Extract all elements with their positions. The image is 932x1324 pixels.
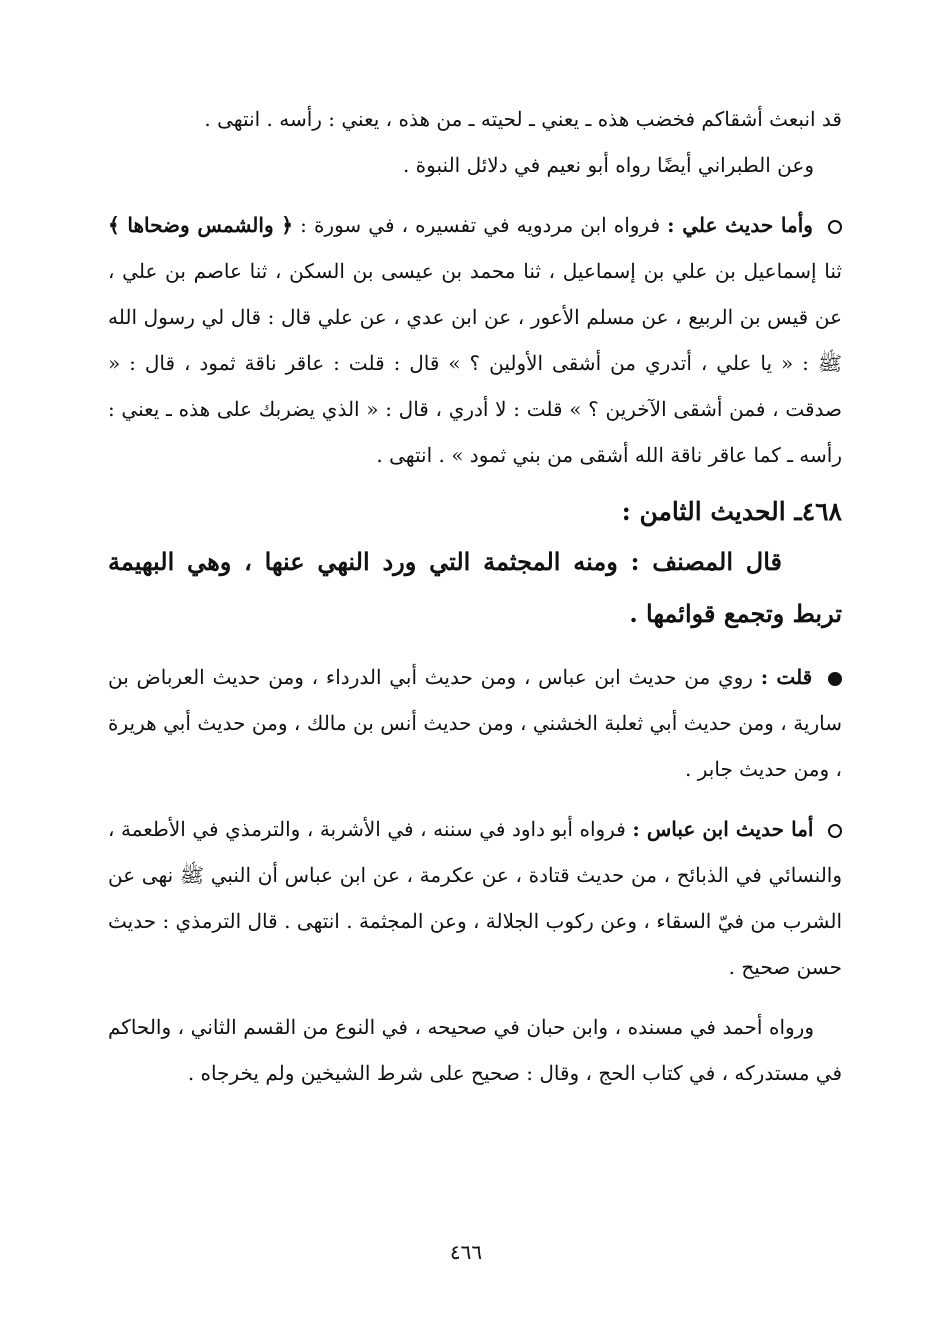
- paragraph-ahmad: ورواه أحمد في مسنده ، وابن حبان في صحيحه ، في النوع من القسم الثاني ، والحاكم في مستدركه ، في كتاب الحج ، وقال : صحيح على شرط الشيخين ولم يخرجاه .: [108, 1015, 842, 1085]
- author-statement: قال المصنف : ومنه المجثمة التي ورد النهي عنها ، وهي البهيمة تربط وتجمع قوائمها .: [108, 547, 842, 628]
- paragraph-lead: قلت :: [760, 665, 813, 689]
- paragraph-hadith-ibn-abbas: [108, 806, 842, 990]
- paragraph-lead: وأما حديث علي :: [667, 213, 813, 237]
- filled-circle-icon: [828, 672, 842, 686]
- open-circle-icon: [828, 220, 842, 234]
- paragraph-qultu: [108, 654, 842, 792]
- paragraph-text: فرواه ابن مردويه في تفسيره ، في سورة :: [300, 213, 661, 237]
- paragraph-text: ثنا إسماعيل بن علي بن إسماعيل ، ثنا محمد بن عيسى بن السكن ، ثنا عاصم بن علي ، عن قيس بن الربيع ، عن مسلم الأعور ، عن ابن عدي ، عن علي قال : قال لي رسول الله ﷺ : « يا علي ، أتدري من أشقى الأولين ؟ » قال : قلت : عاقر ناقة ثمود ، قال : « صدقت ، فمن أشقى الآخرين ؟ » قلت : لا أدري ، قال : « الذي يضربك على هذه ـ يعني : رأسه ـ كما عاقر ناقة الله أشقى من بني ثمود » . انتهى .: [108, 259, 843, 467]
- paragraph-lead: أما حديث ابن عباس :: [632, 817, 814, 841]
- hadith-heading: ٤٦٨ـ الحديث الثامن :: [621, 497, 842, 526]
- paragraph-text: روي من حديث ابن عباس ، ومن حديث أبي الدرداء ، ومن حديث العرباض بن سارية ، ومن حديث أبي ثعلبة الخشني ، ومن حديث أنس بن مالك ، ومن حديث أبي هريرة ، ومن حديث جابر .: [108, 665, 842, 781]
- page-number: ٤٦٦: [449, 1240, 483, 1264]
- paragraph-hadith-ali: [108, 202, 842, 478]
- paragraph-tabarani: وعن الطبراني أيضًا رواه أبو نعيم في دلائل النبوة .: [402, 153, 814, 177]
- paragraph-text: فرواه أبو داود في سننه ، في الأشربة ، والترمذي في الأطعمة ، والنسائي في الذبائح ، من حديث قتادة ، عن عكرمة ، عن ابن عباس أن النبي ﷺ نهى عن الشرب من فيّ السقاء ، وعن ركوب الجلالة ، وعن المجثمة . انتهى . قال الترمذي : حديث حسن صحيح .: [108, 817, 842, 979]
- page-body: [108, 96, 842, 1096]
- sura-name: ﴿ والشمس وضحاها ﴾: [108, 213, 294, 237]
- open-circle-icon: [828, 824, 842, 838]
- paragraph-continuation: قد انبعث أشقاكم فخضب هذه ـ يعني ـ لحيته ـ من هذه ، يعني : رأسه . انتهى .: [204, 107, 842, 131]
